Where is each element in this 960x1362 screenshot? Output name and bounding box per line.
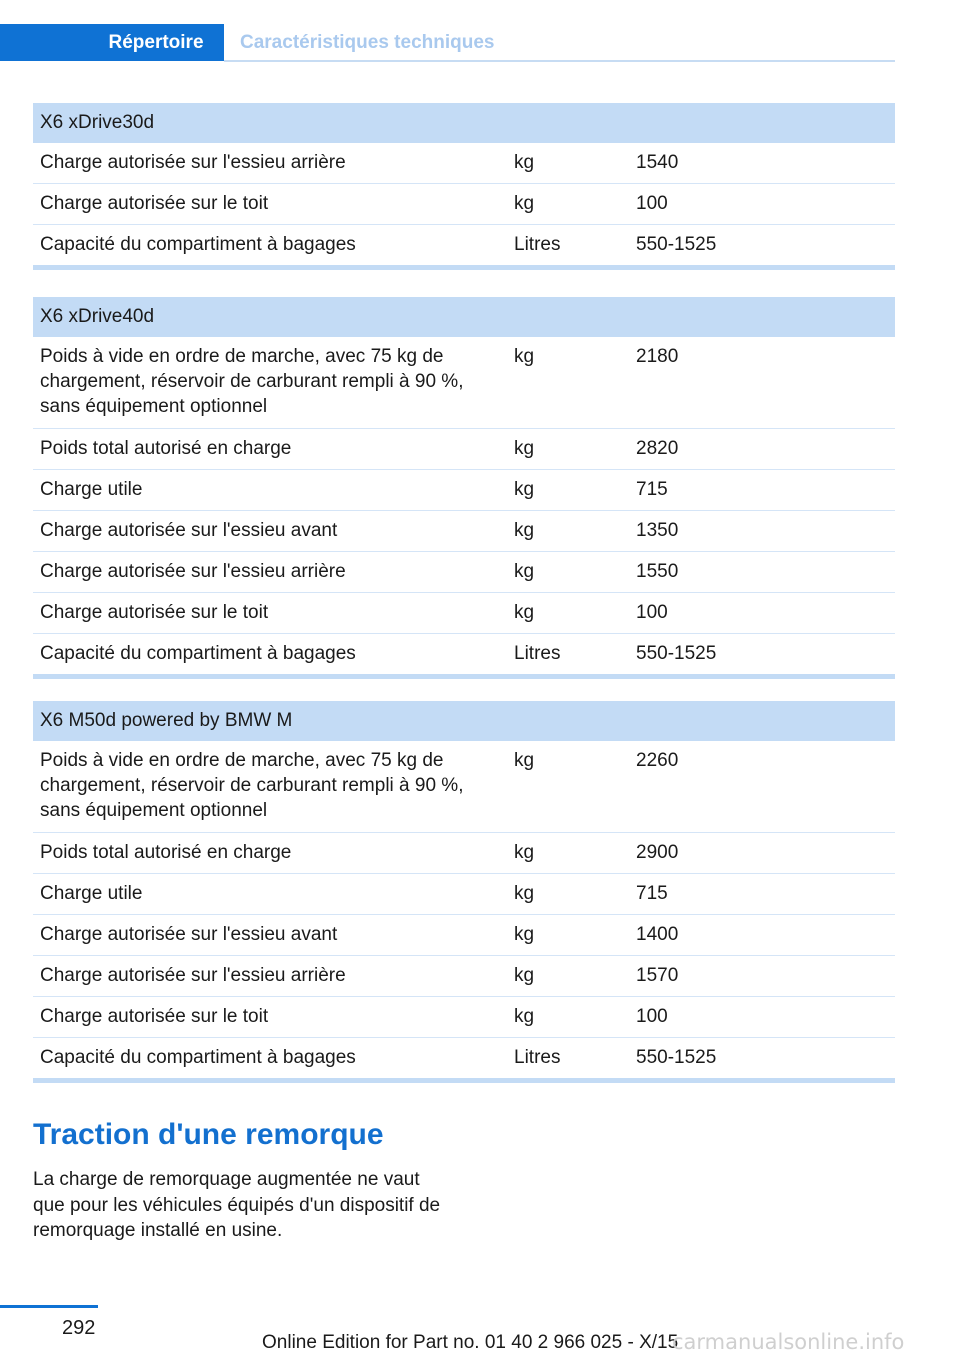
- row-value: 550-1525: [636, 643, 717, 664]
- section-title-towing: Traction d'une remorque: [33, 1118, 384, 1151]
- row-unit: kg: [514, 561, 535, 582]
- table-row: [33, 956, 895, 997]
- row-unit: Litres: [514, 643, 561, 664]
- row-label: Charge utile: [40, 479, 143, 500]
- row-value: 1550: [636, 561, 679, 582]
- row-label: Poids à vide en ordre de marche, avec 75 kg de chargement, réservoir de carburant rempli à 90 %, sans équipement optionnel: [40, 346, 464, 417]
- header-section-title[interactable]: Caractéristiques techniques: [240, 31, 495, 53]
- row-value: 2260: [636, 750, 679, 771]
- table-row: [33, 874, 895, 915]
- row-label: Capacité du compartiment à bagages: [40, 1047, 356, 1068]
- row-label: Charge autorisée sur l'essieu avant: [40, 520, 338, 541]
- row-label: Charge autorisée sur l'essieu arrière: [40, 152, 346, 173]
- row-value: 1350: [636, 520, 679, 541]
- row-unit: kg: [514, 193, 535, 214]
- row-value: 1400: [636, 924, 679, 945]
- row-value: 715: [636, 883, 668, 904]
- footer-edition-text: Online Edition for Part no. 01 40 2 966 025 - X/15: [262, 1332, 679, 1353]
- footer-accent-line: [0, 1305, 98, 1308]
- row-unit: kg: [514, 520, 535, 541]
- table-end-bar: [33, 265, 895, 270]
- row-unit: kg: [514, 750, 535, 771]
- row-unit: kg: [514, 602, 535, 623]
- table-row: [33, 741, 895, 833]
- row-label: Capacité du compartiment à bagages: [40, 234, 356, 255]
- spec-table-m50d: [33, 701, 895, 1083]
- row-value: 2900: [636, 842, 679, 863]
- row-label: Charge autorisée sur l'essieu arrière: [40, 561, 346, 582]
- page-header: [0, 24, 895, 62]
- table-row: [33, 225, 895, 265]
- row-value: 1570: [636, 965, 679, 986]
- table-title: X6 xDrive40d: [33, 297, 895, 337]
- table-row: [33, 470, 895, 511]
- row-label: Charge autorisée sur l'essieu avant: [40, 924, 338, 945]
- row-value: 100: [636, 1006, 668, 1027]
- row-unit: kg: [514, 152, 535, 173]
- row-unit: kg: [514, 883, 535, 904]
- row-unit: Litres: [514, 1047, 561, 1068]
- row-label: Poids total autorisé en charge: [40, 438, 292, 459]
- row-value: 100: [636, 602, 668, 623]
- row-label: Charge autorisée sur l'essieu arrière: [40, 965, 346, 986]
- table-row: [33, 511, 895, 552]
- table-row: [33, 997, 895, 1038]
- table-row: [33, 429, 895, 470]
- row-value: 550-1525: [636, 234, 717, 255]
- watermark-text: carmanualsonline.info: [672, 1330, 905, 1354]
- spec-table-xdrive40d: [33, 297, 895, 679]
- row-unit: kg: [514, 479, 535, 500]
- header-divider: [224, 60, 895, 62]
- row-unit: kg: [514, 346, 535, 367]
- row-value: 715: [636, 479, 668, 500]
- table-row: [33, 1038, 895, 1078]
- row-label: Capacité du compartiment à bagages: [40, 643, 356, 664]
- header-tab-repertoire[interactable]: [0, 24, 224, 61]
- page-number: 292: [62, 1317, 96, 1339]
- row-unit: kg: [514, 1006, 535, 1027]
- row-unit: kg: [514, 924, 535, 945]
- table-row: [33, 593, 895, 634]
- table-title: X6 M50d powered by BMW M: [33, 701, 895, 741]
- row-label: Charge autorisée sur le toit: [40, 193, 269, 214]
- row-value: 2820: [636, 438, 679, 459]
- row-value: 1540: [636, 152, 679, 173]
- row-value: 2180: [636, 346, 679, 367]
- table-end-bar: [33, 674, 895, 679]
- table-row: [33, 552, 895, 593]
- row-label: Charge autorisée sur le toit: [40, 1006, 269, 1027]
- table-row: [33, 634, 895, 674]
- table-end-bar: [33, 1078, 895, 1083]
- table-title: X6 xDrive30d: [33, 103, 895, 143]
- table-row: [33, 915, 895, 956]
- table-row: [33, 337, 895, 429]
- row-label: Poids à vide en ordre de marche, avec 75 kg de chargement, réservoir de carburant rempli à 90 %, sans équipement optionnel: [40, 750, 464, 821]
- header-tab-repertoire-label: Répertoire: [108, 31, 204, 53]
- row-label: Poids total autorisé en charge: [40, 842, 292, 863]
- row-value: 100: [636, 193, 668, 214]
- row-label: Charge autorisée sur le toit: [40, 602, 269, 623]
- row-label: Charge utile: [40, 883, 143, 904]
- table-row: [33, 143, 895, 184]
- table-row: [33, 833, 895, 874]
- spec-table-xdrive30d: [33, 103, 895, 270]
- row-value: 550-1525: [636, 1047, 717, 1068]
- table-row: [33, 184, 895, 225]
- row-unit: kg: [514, 965, 535, 986]
- row-unit: kg: [514, 842, 535, 863]
- row-unit: Litres: [514, 234, 561, 255]
- row-unit: kg: [514, 438, 535, 459]
- section-paragraph: La charge de remorquage augmentée ne vaut que pour les véhicules équipés d'un dispositif de remorquage installé en usine.: [33, 1169, 441, 1241]
